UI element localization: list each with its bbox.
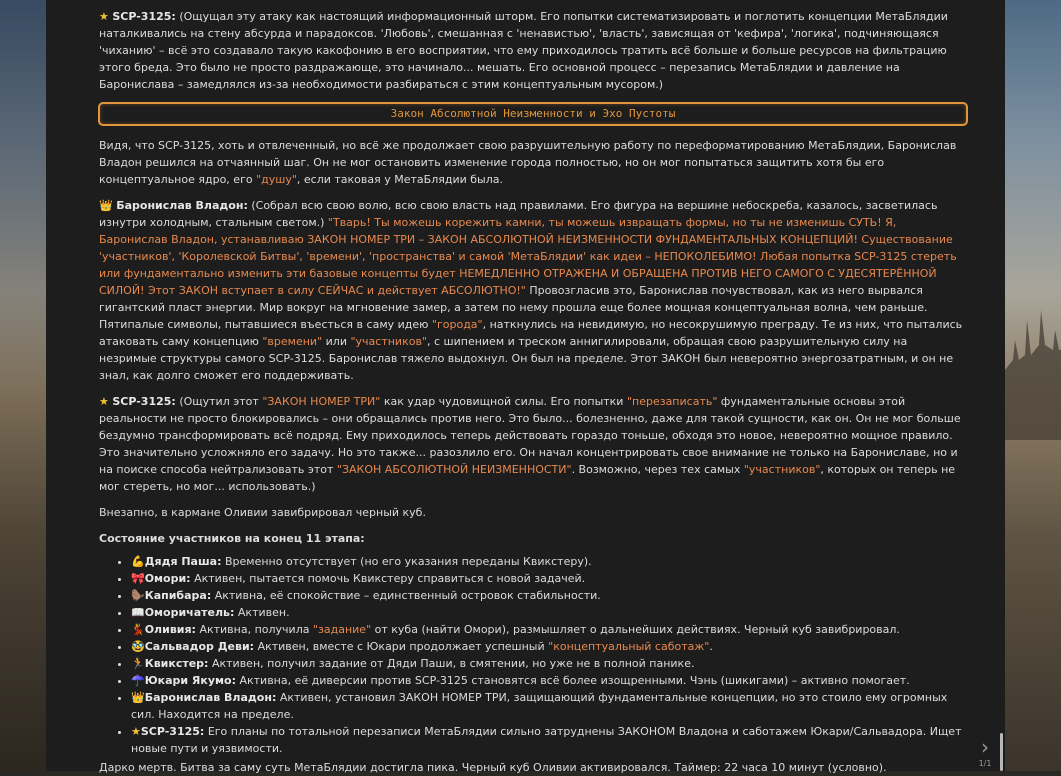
list-item [131,621,967,638]
highlight-text: "задание" [312,623,372,636]
list-item [131,604,967,621]
text-segment: Активна, её диверсии против SCP-3125 становятся всё более изощренными. Чэнь (шикигами) – активно помогает. [235,674,910,687]
chapter-banner: Закон Абсолютной Неизменности и Эхо Пустоты [98,102,968,126]
crown-icon: 👑 [99,199,113,212]
text-segment: Активен. [234,606,290,619]
highlight-text: "участников" [350,335,427,348]
text-segment: (Ощутил этот [175,395,263,408]
list-item [131,723,967,757]
star-icon: ★ [99,395,109,408]
participant-name: Баронислав Владон: [144,691,277,704]
text-segment: Его планы по тотальной перезаписи МетаБлядии сильно затруднены ЗАКОНОМ Владона и саботажем Юкари/Сальвадора. Ищет новые пути и уязвимости. [131,725,962,755]
text-segment: , которых он теперь не мог стереть, но мог... использовать.) [99,463,956,493]
text-segment: Активен, вместе с Юкари продолжает успешный [254,640,549,653]
participant-name: Юкари Якумо: [144,674,236,687]
text-segment: Провозгласив это, Баронислав почувствовал, как из него вырвался гигантский пласт энергии. Мир вокруг на мгновение замер, а затем по нему прошла еще более мощная концептуальная волна, чем раньше. Пятипалые символы, пытавшиеся въесться в саму идею [99,284,928,331]
footer-summary: Дарко мертв. Битва за саму суть МетаБлядии достигла пика. Черный куб Оливии активировался. Таймер: 22 часа 10 минут (условно). [99,761,887,774]
participant-name: Сальвадор Деви: [144,640,255,653]
muscle-icon: 💪 [131,555,145,568]
dancer-icon: 💃 [131,623,145,636]
umbrella-icon: ☂️ [131,674,145,687]
text-segment: , наткнулись на невидимую, но несокрушимую преграду. Те из них, что пытались атаковать саму концепцию [99,318,963,348]
text-segment: Видя, что SCP-3125, хоть и отвлеченный, но всё же продолжает свою разрушительную работу по переформатированию МетаБлядии, Баронислав Владон решился на отчаянный шаг. Он не мог остановить изменение города полностью, но он мог попытаться защитить хотя бы его концептуальное ядро, его [99,139,957,186]
list-item [131,655,967,672]
chevron-right-icon[interactable]: › [981,735,989,759]
participant-name: Дядя Паша: [144,555,222,568]
text-segment: Временно отсутствует (но его указания переданы Квикстеру). [221,555,592,568]
text-segment: Активна, получила [195,623,313,636]
status-list [99,553,967,757]
highlight-text: "ЗАКОН АБСОЛЮТНОЙ НЕИЗМЕННОСТИ" [336,463,572,476]
cube-paragraph: Внезапно, в кармане Оливии завибрировал черный куб. [99,506,426,519]
text-segment: . [709,640,713,653]
text-segment: Активен, установил ЗАКОН НОМЕР ТРИ, защищающий фундаментальные концепции, но это стоило ему огромных сил. Находится на пределе. [131,691,948,721]
highlight-text: "участников" [743,463,821,476]
highlight-text: "ЗАКОН НОМЕР ТРИ" [262,395,381,408]
paragraph-text: (Ощущал эту атаку как настоящий информационный шторм. Его попытки систематизировать и поглотить концепции МетаБлядии наталкивались на стену абсурда и парадоксов. 'Любовь', смешанная с 'ненавистью', 'власть', зависящая от 'кефира', 'логика', подчиняющаяся 'чиханию' – всё это создавало такую какофонию в его восприятии, что ему приходилось тратить всё больше и больше ресурсов на фильтрацию этого бреда. Это было не просто раздражающе, это начинало... мешать. Его основной процесс – перезапись МетаБлядии и давление на Баронислава – замедлялся из-за необходимости разбираться с этим концептуальным мусором.) [99,10,948,91]
highlight-text: "перезаписать" [626,395,718,408]
star-icon: ★ [99,10,109,23]
page-indicator: 1/1 [978,759,992,768]
participant-name: Омори: [144,572,191,585]
text-segment: . Возможно, через тех самых [571,463,744,476]
list-item [131,672,967,689]
text-segment: (Собрал всю свою волю, всю свою власть над правилами. Его фигура на вершине небоскреба, казалось, засветилась изнутри холодным, стальным светом.) [99,199,938,229]
text-segment: фундаментальные основы этой реальности не просто блокировались – они обращались против него. Это было... болезненно, даже для такой сущности, как он. Он не мог больше бездумно трансформировать всё подряд. Ему приходилось теперь действовать гораздо тоньше, обходя это новое, невероятно мощное правило. Это значительно усложняло его задачу. Но это также... разозлило его. Он начал концентрировать свое внимание не только на Барониславе, но и на поиске способа нейтрализовать этот [99,395,961,476]
speaker-name: SCP-3125: [112,395,176,408]
participant-name: Оморичатель: [144,606,235,619]
highlight-text: "Тварь! Ты можешь корежить камни, ты можешь извращать формы, но ты не изменишь СУТЬ! Я, Баронислав Владон, устанавливаю ЗАКОН НОМЕР ТРИ – ЗАКОН АБСОЛЮТНОЙ НЕИЗМЕННОСТИ ФУНДАМЕНТАЛЬНЫХ КОНЦЕПЦИЙ! Существование 'участников', 'Королевской Битвы', 'времени', 'пространства' и самой 'МетаБлядии' как идеи – НЕПОКОЛЕБИМО! Любая попытка SCP-3125 стереть или фундаментально изменить эти базовые концепты будет НЕМЕДЛЕННО ОТРАЖЕНА И ОБРАЩЕНА ПРОТИВ НЕГО САМОГО С УДЕСЯТЕРЁННОЙ СИЛОЙ! Этот ЗАКОН вступает в силу СЕЙЧАС и действует АБСОЛЮТНО!" [99,216,957,297]
speaker-name: SCP-3125: [112,10,176,23]
narration-paragraph [99,137,967,188]
text-segment: Активна, её спокойствие – единственный островок стабильности. [211,589,601,602]
background-city-silhouette [1005,300,1061,440]
list-item [131,553,967,570]
chat-message-panel [46,0,1005,774]
highlight-text: "времени" [262,335,323,348]
crown-icon: 👑 [131,691,145,704]
participant-name: Квикстер: [144,657,209,670]
text-segment: от куба (найти Омори), размышляет о дальнейших действиях. Черный куб завибрировал. [371,623,900,636]
star-icon: ★ [131,725,141,738]
book-icon: 📖 [131,606,145,619]
highlight-text: "концептуальный саботаж" [548,640,710,653]
scp-paragraph-2 [99,393,967,495]
status-title: Состояние участников на конец 11 этапа: [99,532,365,545]
list-item [131,570,967,587]
text-segment: , если таковая у МетаБлядии была. [296,173,503,186]
baron-paragraph [99,197,967,384]
runner-icon: 🏃 [131,657,145,670]
text-segment: или [322,335,351,348]
scp-paragraph-1 [99,8,967,93]
text-segment: как удар чудовищной силы. Его попытки [380,395,627,408]
message-pager[interactable] [976,737,994,771]
participant-name: Оливия: [144,623,196,636]
highlight-text: "города" [431,318,483,331]
list-item [131,638,967,655]
participant-name: Капибара: [144,589,212,602]
disguise-face-icon: 🥸 [131,640,145,653]
text-segment: Активен, пытается помочь Квикстеру справиться с новой задачей. [190,572,586,585]
highlight-text: "душу" [256,173,297,186]
list-item [131,689,967,723]
speaker-name: Баронислав Владон: [116,199,248,212]
participant-name: SCP-3125: [140,725,205,738]
text-segment: Активен, получил задание от Дяди Паши, в смятении, но уже не в полной панике. [208,657,695,670]
background-left-edge [0,0,46,771]
text-segment: , с шипением и треском аннигилировали, обращая свою разрушительную силу на незримые структуры самого SCP-3125. Баронислав тяжело выдохнул. Он был на пределе. Этот ЗАКОН был невероятно энергозатратным, и он не знал, как долго сможет его поддерживать. [99,335,954,382]
scrollbar-thumb[interactable] [1000,733,1003,771]
list-item [131,587,967,604]
capybara-icon: 🦫 [131,589,145,602]
ribbon-icon: 🎀 [131,572,145,585]
